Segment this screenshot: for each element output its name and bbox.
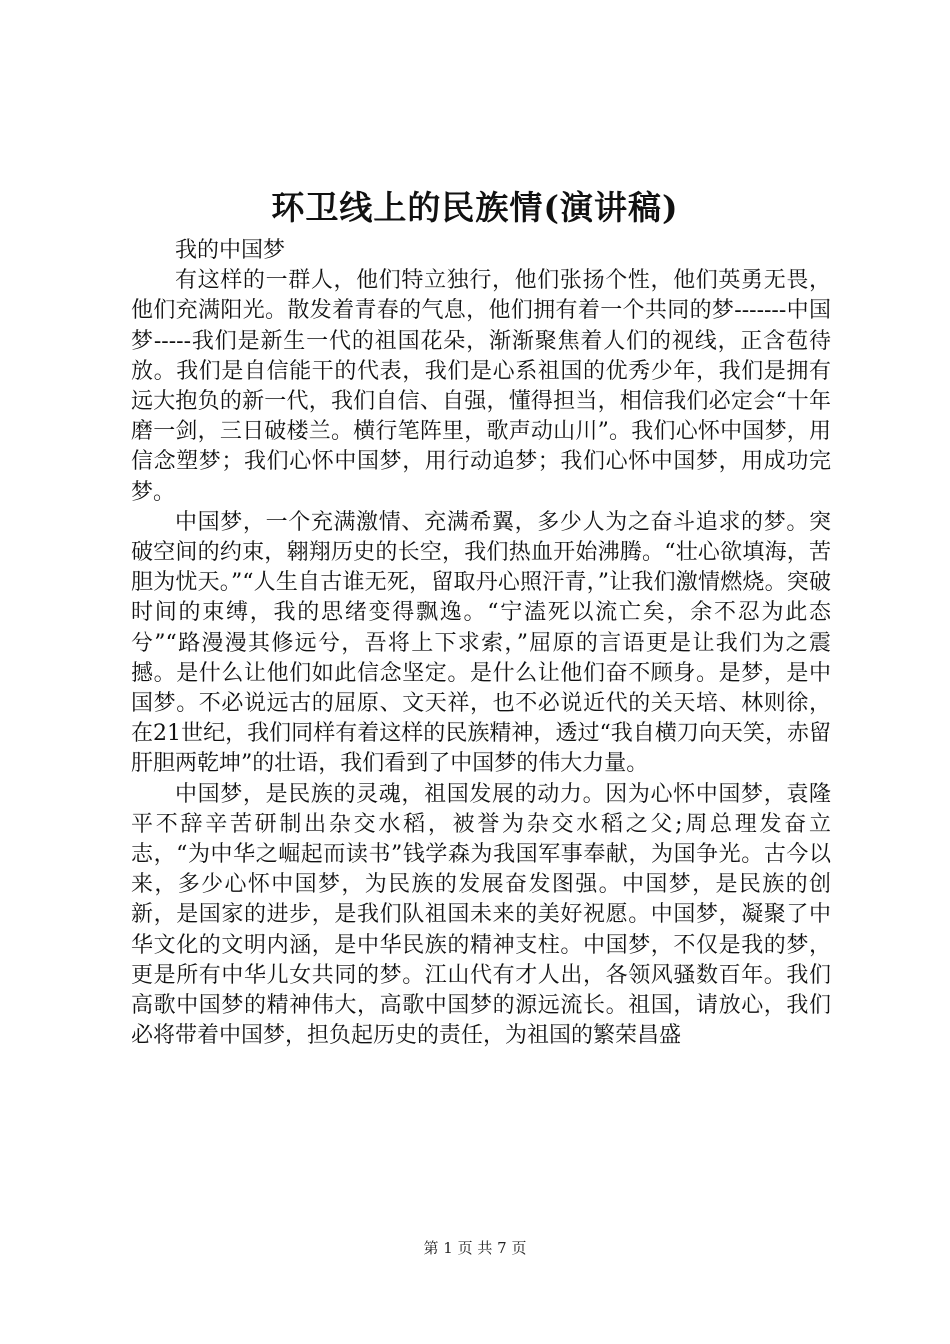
document-body — [131, 236, 831, 1051]
paragraph-1: 有这样的一群人，他们特立独行，他们张扬个性，他们英勇无畏，他们充满阳光。散发着青春的气息，他们拥有着一个共同的梦-------中国梦-----我们是新生一代的祖国花朵，渐渐聚焦着人们的视线，正含苞待放。我们是自信能干的代表，我们是心系祖国的优秀少年，我们是拥有远大抱负的新一代，我们自信、自强，懂得担当，相信我们必定会“十年磨一剑，三日破楼兰。横行笔阵里，歌声动山川”。我们心怀中国梦，用信念塑梦；我们心怀中国梦，用行动追梦；我们心怀中国梦，用成功完梦。 — [131, 268, 831, 505]
document-title: 环卫线上的民族情(演讲稿) — [271, 188, 679, 227]
document-subtitle: 我的中国梦 — [175, 238, 286, 263]
paragraph-3: 中国梦，是民族的灵魂，祖国发展的动力。因为心怀中国梦，袁隆平不辞辛苦研制出杂交水稻，被誉为杂交水稻之父;周总理发奋立志，“为中华之崛起而读书”钱学森为我国军事奉献，为国争光。古今以来，多少心怀中国梦，为民族的发展奋发图强。中国梦，是民族的创新，是国家的进步，是我们队祖国未来的美好祝愿。中国梦，凝聚了中华文化的文明内涵，是中华民族的精神支柱。中国梦，不仅是我的梦，更是所有中华儿女共同的梦。江山代有才人出，各领风骚数百年。我们高歌中国梦的精神伟大，高歌中国梦的源远流长。祖国，请放心，我们必将带着中国梦，担负起历史的责任，为祖国的繁荣昌盛 — [131, 781, 831, 1049]
page-footer: 第 1 页 共 7 页 — [423, 1239, 527, 1257]
paragraph-2: 中国梦，一个充满激情、充满希翼，多少人为之奋斗追求的梦。突破空间的约束，翱翔历史的长空，我们热血开始沸腾。“壮心欲填海，苦胆为忧天。”“人生自古谁无死，留取丹心照汗青，”让我们激情燃烧。突破时间的束缚，我的思绪变得飘逸。“宁溘死以流亡矣，余不忍为此态兮”“路漫漫其修远兮，吾将上下求索，”屈原的言语更是让我们为之震撼。是什么让他们如此信念坚定。是什么让他们奋不顾身。是梦，是中国梦。不必说远古的屈原、文天祥，也不必说近代的关天培、林则徐，在21世纪，我们同样有着这样的民族精神，透过“我自横刀向天笑，赤留肝胆两乾坤”的壮语，我们看到了中国梦的伟大力量。 — [131, 509, 831, 777]
